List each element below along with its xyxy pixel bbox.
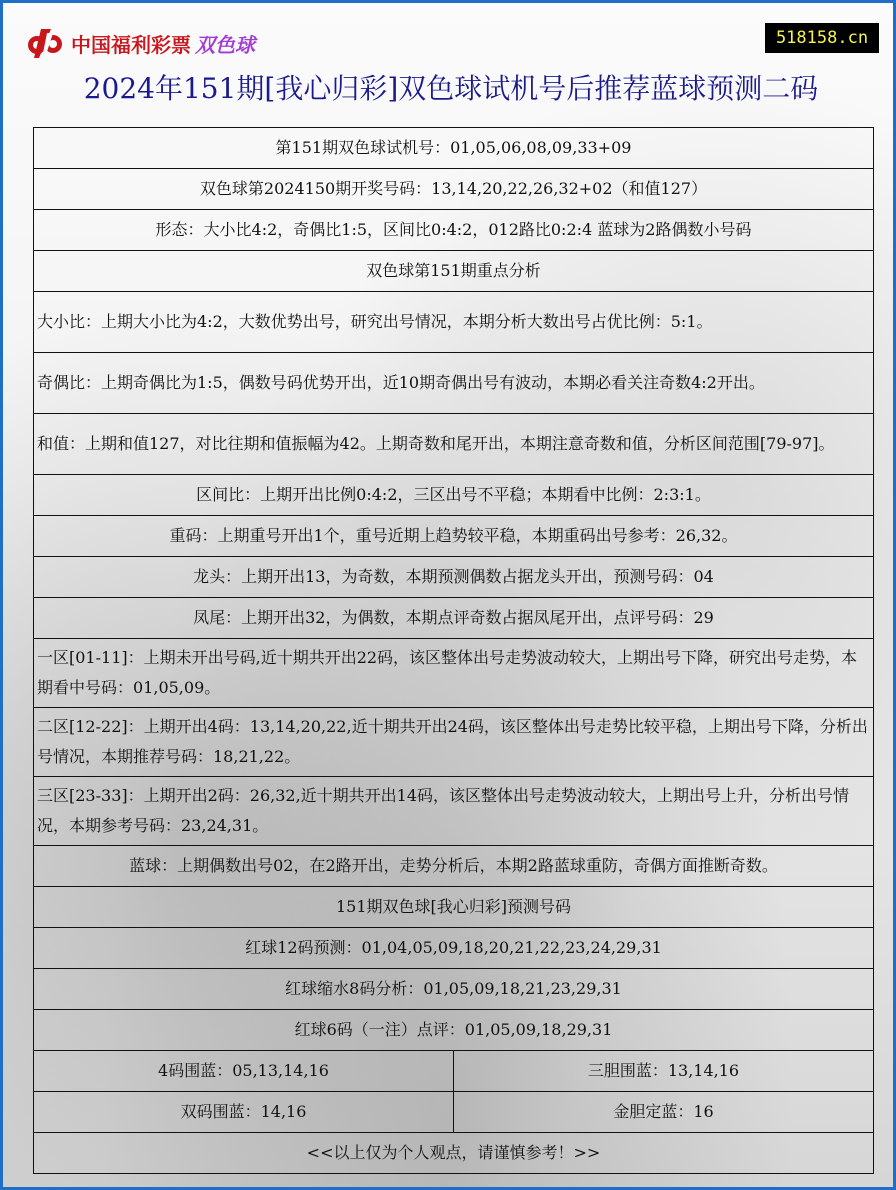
table-row xyxy=(34,708,874,777)
table-row xyxy=(34,557,874,598)
blue3-cell: 三胆围蓝：13,14,16 xyxy=(454,1051,874,1092)
table-row xyxy=(34,251,874,292)
table-row xyxy=(34,777,874,846)
table-row xyxy=(34,1010,874,1051)
trial-numbers-cell: 第151期双色球试机号：01,05,06,08,09,33+09 xyxy=(34,128,874,169)
table-row xyxy=(34,292,874,353)
analysis-heading: 双色球第151期重点分析 xyxy=(34,251,874,292)
pattern-cell: 形态：大小比4:2，奇偶比1:5，区间比0:4:2，012路比0:2:4 蓝球为2路偶数小号码 xyxy=(34,210,874,251)
table-row xyxy=(34,928,874,969)
table-row xyxy=(34,169,874,210)
analysis-table xyxy=(33,127,874,1174)
disclaimer-cell: <<以上仅为个人观点，请谨慎参考！>> xyxy=(34,1133,874,1174)
zone1-cell: 一区[01-11]：上期未开出号码,近十期共开出22码，该区整体出号走势波动较大，上期出号下降，研究出号走势，本期看中号码：01,05,09。 xyxy=(34,639,874,708)
page-title: 2024年151期[我心归彩]双色球试机号后推荐蓝球预测二码 xyxy=(83,72,819,105)
zone3-cell: 三区[23-33]：上期开出2码：26,32,近十期共开出14码，该区整体出号走势波动较大，上期出号上升，分析出号情况，本期参考号码：23,24,31。 xyxy=(34,777,874,846)
table-row xyxy=(34,475,874,516)
site-badge[interactable]: 518158.cn xyxy=(765,23,879,53)
table-row xyxy=(34,969,874,1010)
table-row xyxy=(34,353,874,414)
repeat-cell: 重码：上期重号开出1个，重号近期上趋势较平稳，本期重码出号参考：26,32。 xyxy=(34,516,874,557)
red6-cell: 红球6码（一注）点评：01,05,09,18,29,31 xyxy=(34,1010,874,1051)
table-row xyxy=(34,1051,874,1092)
blue4-cell: 4码围蓝：05,13,14,16 xyxy=(34,1051,454,1092)
table-row xyxy=(34,887,874,928)
prediction-heading: 151期双色球[我心归彩]预测号码 xyxy=(34,887,874,928)
table-row xyxy=(34,128,874,169)
table-row xyxy=(34,846,874,887)
blue1-cell: 金胆定蓝：16 xyxy=(454,1092,874,1133)
table-row xyxy=(34,639,874,708)
zone2-cell: 二区[12-22]：上期开出4码：13,14,20,22,近十期共开出24码，该区整体出号走势比较平稳，上期出号下降，分析出号情况，本期推荐号码：18,21,22。 xyxy=(34,708,874,777)
zone-ratio-cell: 区间比：上期开出比例0:4:2，三区出号不平稳；本期看中比例：2:3:1。 xyxy=(34,475,874,516)
size-ratio-cell: 大小比：上期大小比为4:2，大数优势出号，研究出号情况，本期分析大数出号占优比例：5:1。 xyxy=(34,292,874,353)
phoenix-tail-cell: 凤尾：上期开出32，为偶数，本期点评奇数占据凤尾开出，点评号码：29 xyxy=(34,598,874,639)
table-row xyxy=(34,210,874,251)
table-row xyxy=(34,598,874,639)
table-row xyxy=(34,414,874,475)
table-row xyxy=(34,1092,874,1133)
blue-ball-cell: 蓝球：上期偶数出号02，在2路开出，走势分析后，本期2路蓝球重防，奇偶方面推断奇数。 xyxy=(34,846,874,887)
red12-cell: 红球12码预测：01,04,05,09,18,20,21,22,23,24,29,31 xyxy=(34,928,874,969)
table-row xyxy=(34,1133,874,1174)
odd-even-cell: 奇偶比：上期奇偶比为1:5，偶数号码优势开出，近10期奇偶出号有波动，本期必看关注奇数4:2开出。 xyxy=(34,353,874,414)
dragon-head-cell: 龙头：上期开出13，为奇数，本期预测偶数占据龙头开出，预测号码：04 xyxy=(34,557,874,598)
blue2-cell: 双码围蓝：14,16 xyxy=(34,1092,454,1133)
red8-cell: 红球缩水8码分析：01,05,09,18,21,23,29,31 xyxy=(34,969,874,1010)
logo-ssq-text: 双色球 xyxy=(195,32,255,57)
last-draw-cell: 双色球第2024150期开奖号码：13,14,20,22,26,32+02（和值127） xyxy=(34,169,874,210)
logo-text: 中国福利彩票 xyxy=(71,32,191,57)
cwl-logo xyxy=(23,27,255,59)
sum-value-cell: 和值：上期和值127，对比往期和值振幅为42。上期奇数和尾开出，本期注意奇数和值，分析区间范围[79-97]。 xyxy=(34,414,874,475)
table-row xyxy=(34,516,874,557)
cwl-logo-icon xyxy=(23,27,67,59)
